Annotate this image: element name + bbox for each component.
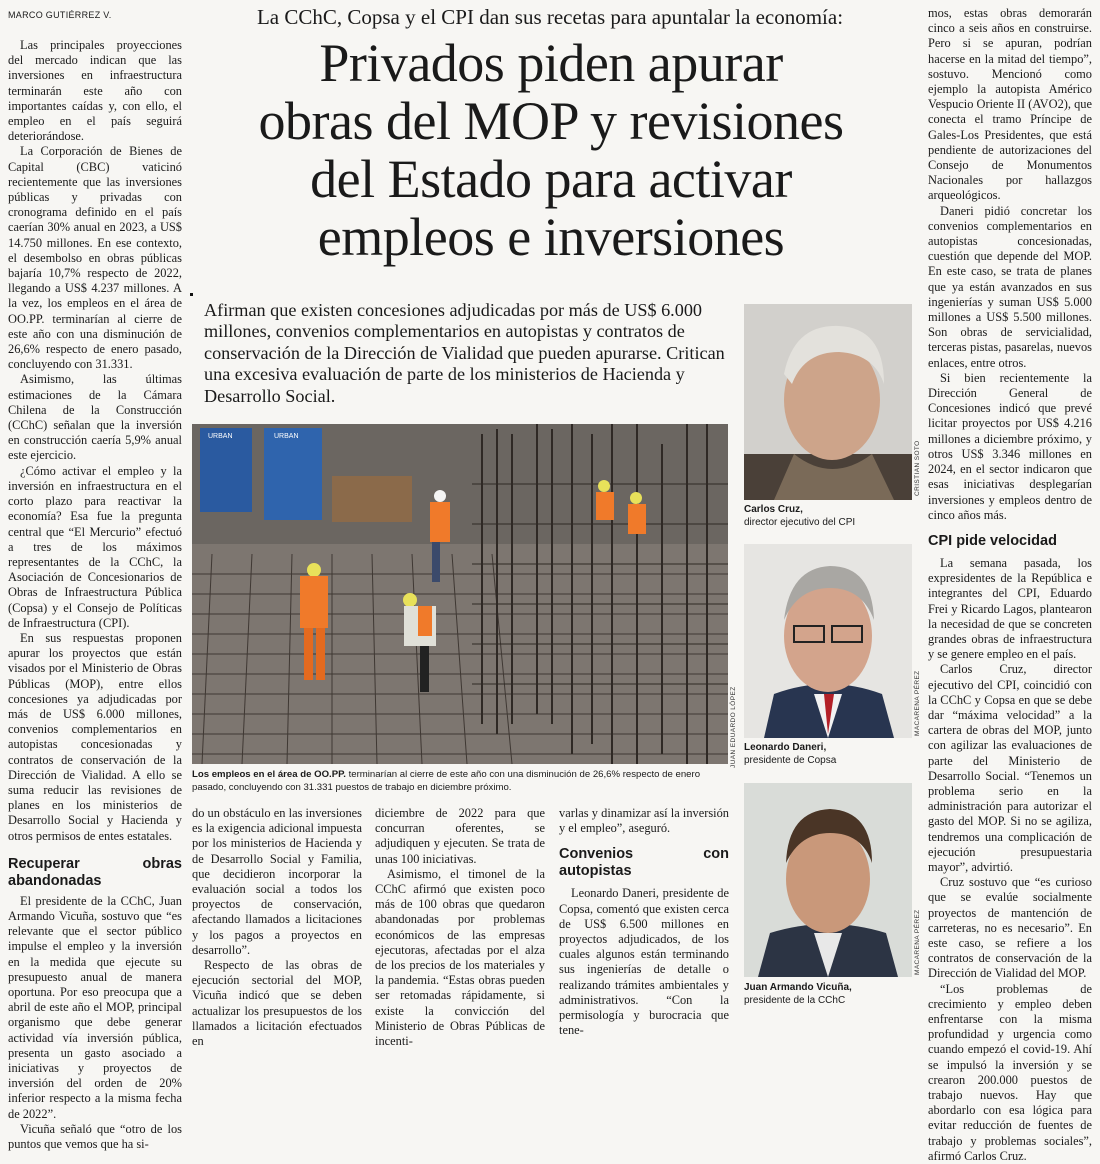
portrait-credit: MACARENA PÉREZ	[914, 670, 921, 736]
portrait-carlos-cruz	[744, 304, 912, 500]
paragraph: “Los problemas de crecimiento y empleo deben enfrentarse con la misma profundidad y urgencia como cuando empezó el covid-19. Ahí se impulsó la inversión y se crearon 200.000 puestos de trabajo nuevos. Hay que abordarlo con esa lógica para evitar reducción de fuentes de trabajo y problemas sociales”, afirmó Carlos Cruz.	[928, 981, 1092, 1163]
paragraph: En sus respuestas proponen apurar los proyectos que están visados por el Ministerio de Obras Públicas (MOP), entre ellos concesiones ya adjudicadas por más de US$ 6.000 millones, convenios complementarios en autopistas concesionadas y contratos de conservación de la Dirección de Vialidad. A ello se suma reducir las revisiones de planes en los ministerios de Desarrollo Social y Hacienda y otros permisos de entes estatales.	[8, 630, 182, 843]
paragraph: Asimismo, las últimas estimaciones de la Cámara Chilena de la Construcción (CChC) señalan que la inversión en construcción caería 5,9% anual este ejercicio.	[8, 372, 182, 463]
photo-caption	[192, 768, 728, 794]
photo-credit: JUAN EDUARDO LÓPEZ	[730, 686, 737, 768]
portrait-role: presidente de Copsa	[744, 755, 837, 766]
subhead-convenios: Convenios con autopistas	[559, 846, 729, 880]
main-photo	[192, 424, 728, 764]
paragraph: Leonardo Daneri, presidente de Copsa, comentó que existen cerca de US$ 6.500 millones en proyectos adjudicados, de los cuales algunos están terminando sus ingenierías de detalle o realizando trámites ambientales y administrativos. “Con la permisología y burocracia que tene-	[559, 886, 729, 1038]
caption-text: terminarían al cierre de este año con una disminución de 26,6% respecto de enero pasado, concluyendo con 31.331 puestos de trabajo en diciembre próximo.	[192, 769, 701, 793]
portrait-label	[744, 503, 912, 529]
portrait-credit: CRISTIAN SOTO	[914, 440, 921, 496]
kicker: La CChC, Copsa y el CPI dan sus recetas para apuntalar la economía:	[256, 5, 844, 29]
portrait-juan-armando-vicuna	[744, 783, 912, 977]
portrait-label	[744, 981, 912, 1007]
paragraph: Vicuña señaló que “otro de los puntos que vemos que ha si-	[8, 1121, 182, 1152]
paragraph: Respecto de las obras de ejecución sectorial del MOP, Vicuña indicó que se deben actualizar los presupuestos de los llamados a licitación efectuados en	[192, 958, 362, 1049]
paragraph: Cruz sostuvo que “es curioso que se evalúe socialmente proyectos de mantención de carreteras, no es necesario”. En este caso, se refiere a los contratos de conservación de la Dirección de Vialidad del MOP.	[928, 875, 1092, 981]
paragraph: ¿Cómo activar el empleo y la inversión en infraestructura en el corto plazo para reactivar la economía? Esa fue la pregunta central que “El Mercurio” efectuó a tres de los máximos representantes de la CChC, la Asociación de Concesionarios de Obras de Infraestructura Pública (Copsa) y el Consejo de Políticas de Infraestructura (CPI).	[8, 463, 182, 630]
headline-line: Privados piden apurar	[319, 33, 783, 93]
column-1	[8, 38, 182, 1152]
paragraph: Si bien recientemente la Dirección General de Concesiones indicó que prevé licitar proyectos por US$ 4.216 millones a diciembre próximo, y otros US$ 3.346 millones en 2024, en el sector indicaron que esas iniciativas desplegarían inversiones y empleos dentro de cinco años más.	[928, 370, 1092, 522]
portrait-credit: MACARENA PÉREZ	[914, 909, 921, 975]
column-3	[375, 806, 545, 1049]
portrait-name: Juan Armando Vicuña,	[744, 982, 852, 993]
paragraph: La semana pasada, los expresidentes de la República e integrantes del CPI, Eduardo Frei y Ricardo Lagos, plantearon la necesidad de que se concreten grandes obras de infraestructura y se genere empleo en el país.	[928, 555, 1092, 662]
toilet-label: URBAN	[208, 433, 233, 440]
caption-lead: Los empleos en el área de OO.PP.	[192, 769, 346, 780]
portrait-label	[744, 741, 912, 767]
portrait-role: presidente de la CChC	[744, 995, 846, 1006]
headline-line: obras del MOP y revisiones	[258, 91, 844, 151]
paragraph: Carlos Cruz, director ejecutivo del CPI, coincidió con la CChC y Copsa en que se debe dar “máxima velocidad” a la cartera de obras del MOP, junto con agilizar las evaluaciones de parte del Ministerio de Desarrollo Social. “Tenemos un problema serio en la administración para autorizar el gasto del MOP. Si no se agiliza, tendremos una complicación de ejecución presupuestaria mayor”, advirtió.	[928, 662, 1092, 874]
portrait-name: Carlos Cruz,	[744, 504, 803, 515]
portrait-name: Leonardo Daneri,	[744, 742, 827, 753]
paragraph: Asimismo, el timonel de la CChC afirmó que existen poco más de 100 obras que quedaron abandonadas por problemas económicos de las empresas ejecutoras, afectadas por el alza de los precios de los materiales y la pandemia. “Estas obras pueden ser retomadas rápidamente, si existe la convicción del Ministerio de Obras Públicas de incenti-	[375, 866, 545, 1049]
column-4	[559, 806, 729, 1038]
headline	[195, 34, 907, 266]
paragraph: Las principales proyecciones del mercado indican que las inversiones en infraestructura terminarán este año con importantes caídas y, con ello, el empleo en el país seguirá deteriorándose.	[8, 38, 182, 144]
paragraph: diciembre de 2022 para que concurran oferentes, se adjudiquen y ejecuten. Se trata de unas 100 iniciativas.	[375, 806, 545, 866]
toilet-label: URBAN	[274, 433, 299, 440]
headline-line: del Estado para activar	[310, 149, 792, 209]
paragraph: varlas y dinamizar así la inversión y el empleo”, aseguró.	[559, 806, 729, 836]
paragraph: mos, estas obras demorarán cinco a seis años en construirse. Pero si se apuran, podrían hacerse en la mitad del tiempo”, sostuvo. Mencionó como ejemplo la autopista Américo Vespucio Oriente II (AVO2), que conecta el tramo Príncipe de Gales-Los Presidentes, que está pendiente de autorizaciones del Consejo de Monumentos Nacionales por hallazgos arqueológicos.	[928, 6, 1092, 203]
paragraph: El presidente de la CChC, Juan Armando Vicuña, sostuvo que “es relevante que el sector público impulse el empleo y la inversión en la medida que ejecute su presupuesto anual de manera oportuna. Por eso preocupa que a abril de este año el MOP, principal organismo que debe generar actividad vía inversión pública, presenta un gasto asociado a iniciativas y proyectos de inversión del orden de 20% inferior respecto a la misma fecha de 2022”.	[8, 893, 182, 1121]
column-2	[192, 806, 362, 1049]
subhead-cpi: CPI pide velocidad	[928, 532, 1057, 549]
paragraph: do un obstáculo en las inversiones es la exigencia adicional impuesta por los ministerios de Hacienda y de Desarrollo Social y Familia, que decidieron incorporar la evaluación social a todos los proyectos de conservación, afectando llamados a licitaciones y los pagos a proyectos en desarrollo”.	[192, 806, 362, 957]
subhead-recuperar: Recuperar obras abandonadas	[8, 855, 182, 889]
deck-marker	[190, 293, 193, 296]
paragraph: Daneri pidió concretar los convenios complementarios en autopistas concesionadas, cuestión que depende del MOP. En este caso, se trata de planes que ya están avanzados en sus ingenierías y suman US$ 5.000 millones a US$ 5.500 millones. Son obras de servicialidad, terceras pistas, pasarelas, nuevos enlaces, entre otros.	[928, 203, 1092, 370]
article-deck: Afirman que existen concesiones adjudicadas por más de US$ 6.000 millones, convenios complementarios en autopistas y contratos de conservación de la Dirección de Vialidad que pueden apurarse. Critican una excesiva evaluación de parte de los ministerios de Hacienda y Desarrollo Social.	[204, 300, 725, 406]
portrait-leonardo-daneri	[744, 544, 912, 738]
headline-line: empleos e inversiones	[317, 207, 785, 267]
portrait-role: director ejecutivo del CPI	[744, 517, 856, 528]
column-6	[928, 6, 1092, 1164]
byline: MARCO GUTIÉRREZ V.	[8, 10, 112, 20]
paragraph: La Corporación de Bienes de Capital (CBC) vaticinó recientemente que las inversiones públicas y privadas con cronograma definido en el país caerían 30% anual en 2023, a US$ 14.750 millones. En ese contexto, el desembolso en obras públicas bajaría 10,7% respecto de 2022, llegando a US$ 4.237 millones. A la vez, los empleos en el área de OO.PP. terminarían al cierre de este año con una disminución de 26,6% respecto de enero pasado, concluyendo con 31.331.	[8, 144, 182, 372]
